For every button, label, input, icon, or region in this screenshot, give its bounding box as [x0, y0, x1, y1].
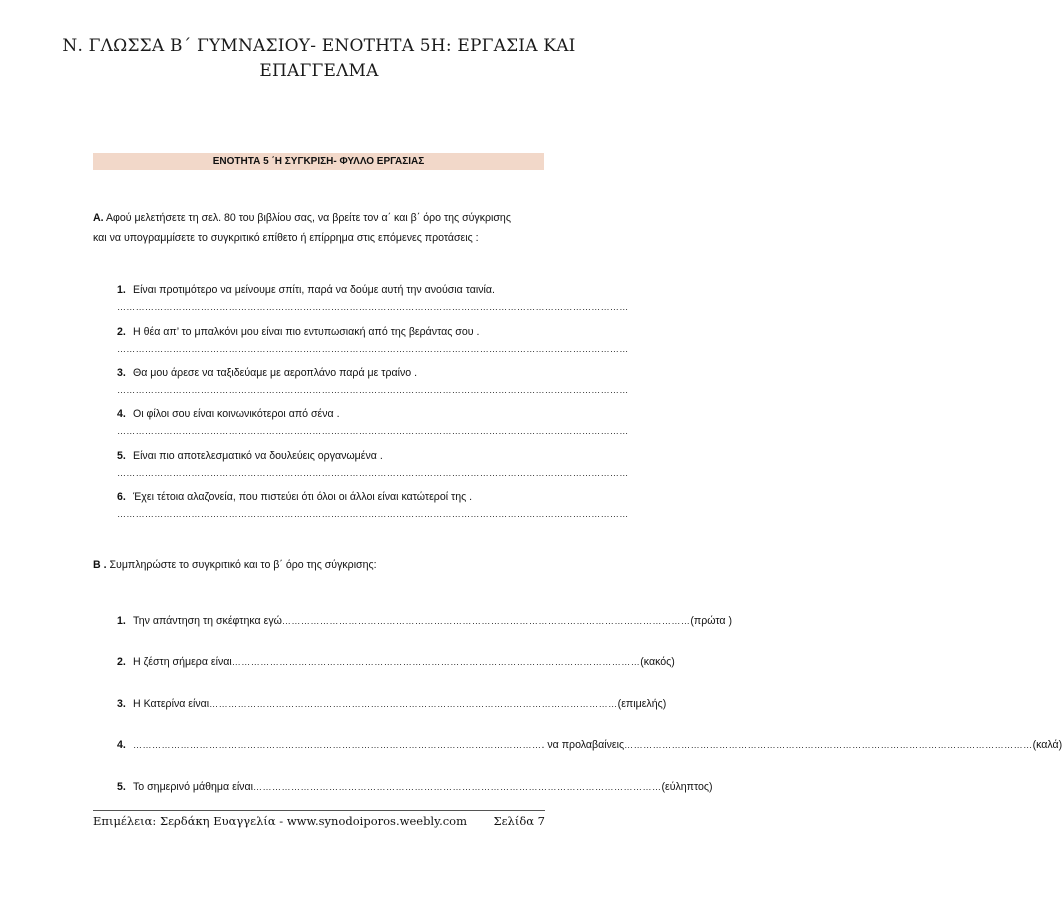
item-hint: (κακός): [640, 656, 675, 668]
section-a-line1: Αφού μελετήσετε τη σελ. 80 του βιβλίου σας, να βρείτε τον α΄ και β΄ όρο της σύγκρισης: [103, 212, 511, 224]
answer-line[interactable]: …………………………………………………………………………………………………………………………………………………: [117, 426, 629, 436]
page-number: Σελίδα 7: [493, 814, 545, 828]
item-middle: . να προλαβαίνεις: [541, 739, 625, 751]
item-prefix: Το σημερινό μάθημα είναι: [133, 781, 253, 793]
fill-blank[interactable]: …………………………………………………………………………………………………………………: [624, 740, 1033, 750]
item-number: 4.: [117, 739, 126, 751]
item-number: 5.: [117, 781, 126, 793]
section-a-item: [117, 325, 629, 356]
section-a-instruction: [93, 208, 553, 248]
footer-divider: [93, 810, 545, 811]
item-number: 2.: [117, 656, 126, 668]
answer-line[interactable]: …………………………………………………………………………………………………………………………………………………: [117, 385, 629, 395]
item-prefix: Η Κατερίνα είναι: [133, 698, 210, 710]
item-sentence: Θα μου άρεσε να ταξιδεύαμε με αεροπλάνο παρά με τραίνο .: [133, 367, 418, 379]
answer-line[interactable]: …………………………………………………………………………………………………………………………………………………: [117, 509, 629, 519]
item-number: 1.: [117, 284, 126, 296]
item-number: 2.: [117, 326, 126, 338]
item-number: 1.: [117, 615, 126, 627]
item-hint: (καλά): [1032, 739, 1062, 751]
item-prefix: Την απάντηση τη σκέφτηκα εγώ: [133, 615, 282, 627]
section-a-item: [117, 283, 629, 314]
fill-blank[interactable]: …………………………………………………………………………………………………………………: [209, 699, 618, 709]
worksheet-banner: ΕΝΟΤΗΤΑ 5 ΄Η ΣΥΓΚΡΙΣΗ- ΦΥΛΛΟ ΕΡΓΑΣΙΑΣ: [93, 153, 544, 170]
item-number: 3.: [117, 698, 126, 710]
section-a-item: [117, 490, 629, 521]
answer-line[interactable]: …………………………………………………………………………………………………………………………………………………: [117, 468, 629, 478]
item-number: 5.: [117, 450, 126, 462]
item-prefix: Η ζέστη σήμερα είναι: [133, 656, 232, 668]
fill-blank[interactable]: …………………………………………………………………………………………………………………: [281, 616, 691, 626]
section-b-text: Συμπληρώστε το συγκριτικό και το β΄ όρο της σύγκρισης:: [106, 559, 377, 571]
item-number: 3.: [117, 367, 126, 379]
item-sentence: Οι φίλοι σου είναι κοινωνικότεροι από σένα .: [133, 408, 340, 420]
footer-credit: Επιμέλεια: Σερδάκη Ευαγγελία - www.synodoiporos.weebly.com: [93, 814, 467, 828]
item-sentence: Είναι προτιμότερο να μείνουμε σπίτι, παρά να δούμε αυτή την ανούσια ταινία.: [133, 284, 495, 296]
section-a-item: [117, 407, 629, 438]
item-sentence: Έχει τέτοια αλαζονεία, που πιστεύει ότι όλοι οι άλλοι είναι κατώτεροί της .: [133, 491, 473, 503]
item-sentence: Είναι πιο αποτελεσματικό να δουλεύεις οργανωμένα .: [133, 450, 383, 462]
section-b-item: [117, 655, 675, 670]
section-a-item: [117, 366, 629, 397]
section-b-label: Β .: [93, 559, 107, 571]
page-title-line1: Ν. ΓΛΩΣΣΑ Β΄ ΓΥΜΝΑΣΙΟΥ- ΕΝΟΤΗΤΑ 5Η: ΕΡΓΑΣΙΑ ΚΑΙ: [62, 36, 576, 56]
section-b-item: [117, 780, 713, 795]
fill-blank[interactable]: …………………………………………………………………………………………………………………: [231, 657, 641, 667]
section-a-label: Α.: [93, 212, 104, 224]
page-title-line2: ΕΠΑΓΓΕΛΜΑ: [259, 61, 379, 81]
answer-line[interactable]: …………………………………………………………………………………………………………………………………………………: [117, 302, 629, 312]
item-hint: (επιμελής): [617, 698, 667, 710]
fill-blank[interactable]: …………………………………………………………………………………………………………………: [252, 782, 662, 792]
page-footer: [93, 814, 545, 828]
item-hint: (εύληπτος): [661, 781, 713, 793]
item-number: 6.: [117, 491, 126, 503]
answer-line[interactable]: …………………………………………………………………………………………………………………………………………………: [117, 344, 629, 354]
section-b-item: [117, 614, 733, 629]
section-b-item: [117, 697, 667, 712]
fill-blank-leading[interactable]: …………………………………………………………………………………………………………………: [133, 740, 542, 750]
item-number: 4.: [117, 408, 126, 420]
page-title: [60, 34, 578, 84]
section-b-item: [117, 738, 1062, 753]
section-a-item: [117, 449, 629, 480]
item-hint: (πρώτα ): [690, 615, 733, 627]
item-sentence: Η θέα απ’ το μπαλκόνι μου είναι πιο εντυπωσιακή από της βεράντας σου .: [133, 326, 480, 338]
section-b-instruction: [93, 555, 553, 575]
section-a-line2: και να υπογραμμίσετε το συγκριτικό επίθετο ή επίρρημα στις επόμενες προτάσεις :: [93, 232, 479, 244]
